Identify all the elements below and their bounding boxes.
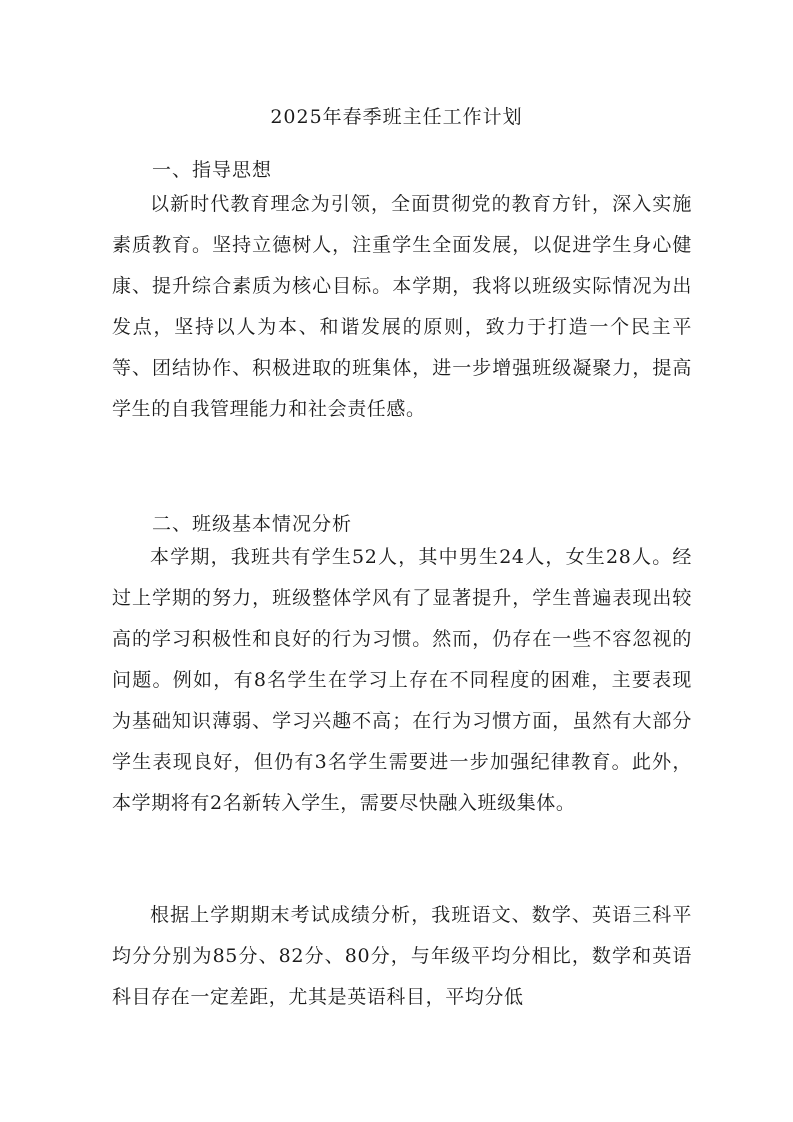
section-heading-class-analysis: 二、班级基本情况分析 [152,513,353,535]
document-title: 2025年春季班主任工作计划 [270,106,523,128]
paragraph-class-situation: 本学期，我班共有学生52人，其中男生24人，女生28人。经过上学期的努力，班级整体学风有了显著提升，学生普遍表现出较高的学习积极性和良好的行为习惯。然而，仍存在一些不容忽视的问题。例如，有8名学生在学习上存在不同程度的困难，主要表现为基础知识薄弱、学习兴趣不高；在行为习惯方面，虽然有大部分学生表现良好，但仍有3名学生需要进一步加强纪律教育。此外，本学期将有2名新转入学生，需要尽快融入班级集体。 [112,546,692,814]
section-heading-guiding-ideology: 一、指导思想 [152,159,273,181]
paragraph-guiding-ideology: 以新时代教育理念为引领，全面贯彻党的教育方针，深入实施素质教育。坚持立德树人，注重学生全面发展，以促进学生身心健康、提升综合素质为核心目标。本学期，我将以班级实际情况为出发点，坚持以人为本、和谐发展的原则，致力于打造一个民主平等、团结协作、积极进取的班集体，进一步增强班级凝聚力，提高学生的自我管理能力和社会责任感。 [112,193,692,420]
paragraph-exam-analysis: 根据上学期期末考试成绩分析，我班语文、数学、英语三科平均分分别为85分、82分、80分，与年级平均分相比，数学和英语科目存在一定差距，尤其是英语科目，平均分低 [112,904,692,1008]
